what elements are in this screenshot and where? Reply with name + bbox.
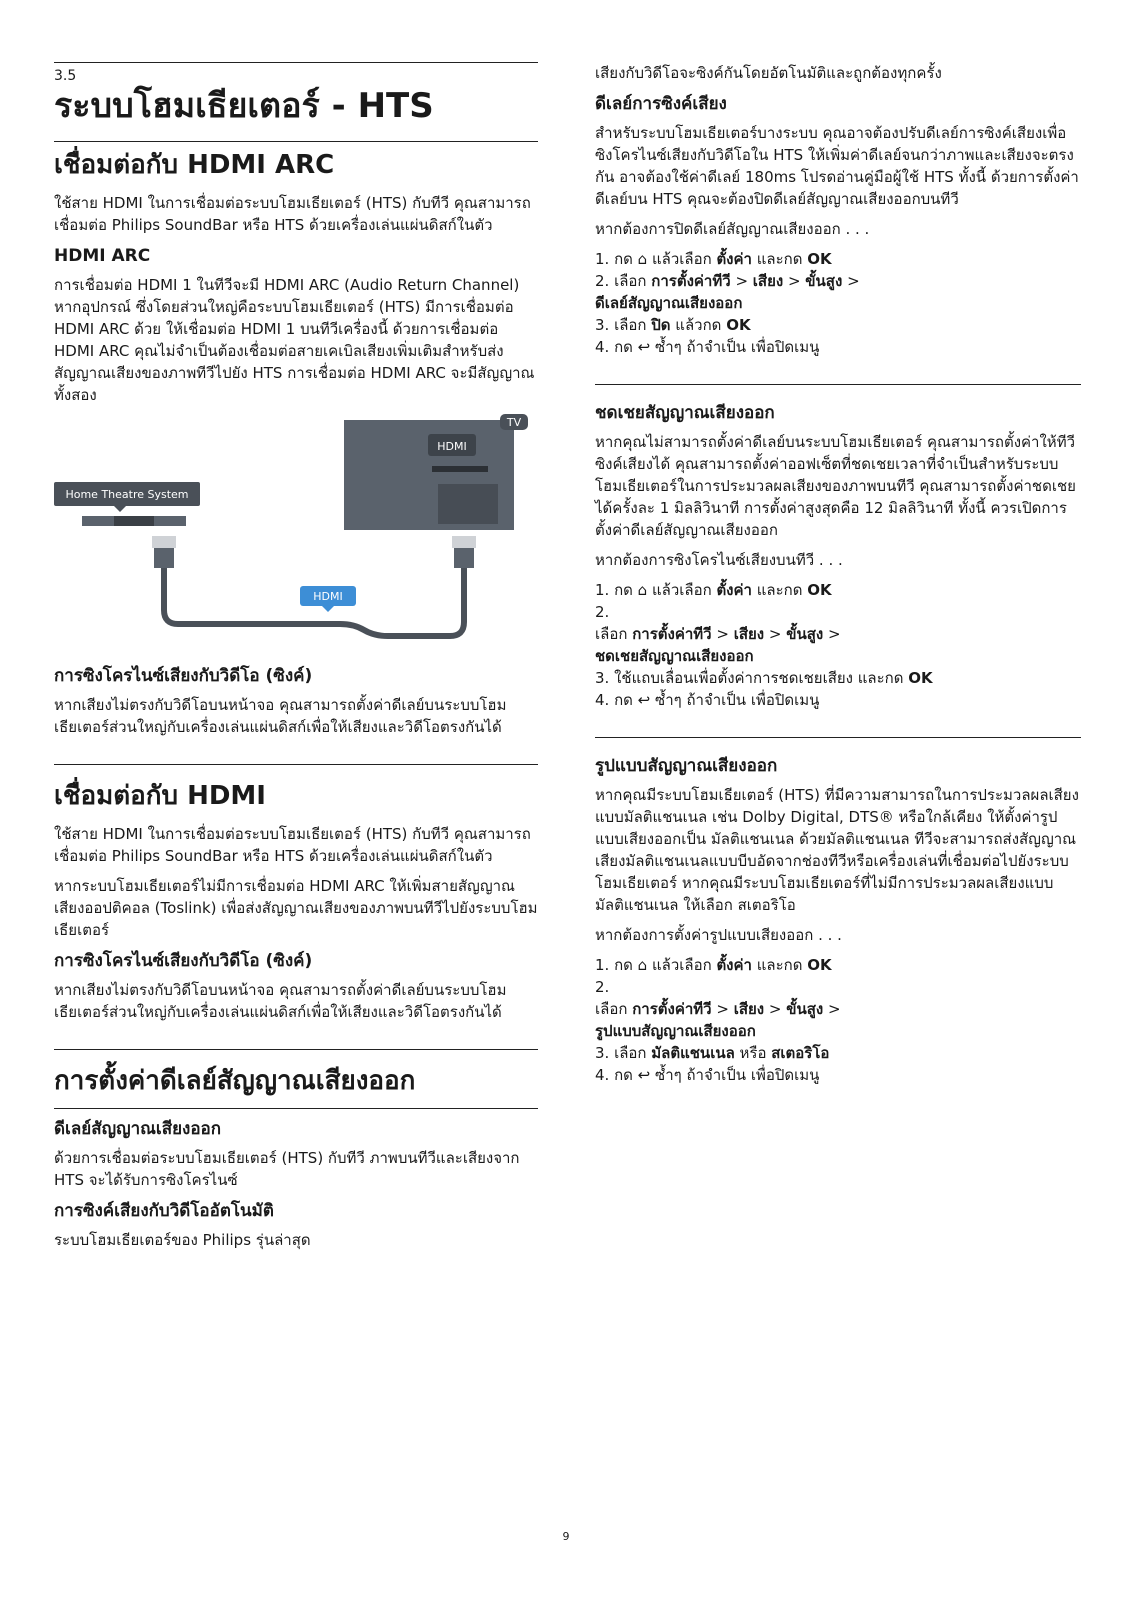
tv-badge: TV xyxy=(506,416,522,429)
subheading-audio-out-format: รูปแบบสัญญาณเสียงออก xyxy=(595,756,778,776)
paragraph: เสียงกับวิดีโอจะซิงค์กันโดยอัตโนมัติและถูกต้องทุกครั้ง xyxy=(595,64,942,82)
right-column xyxy=(595,62,1081,1086)
section-title-hdmi: เชื่อมต่อกับ HDMI xyxy=(54,781,266,811)
paragraph: หากระบบโฮมเธียเตอร์ไม่มีการเชื่อมต่อ HDMI ARC ให้เพิ่มสายสัญญาณเสียงออปติคอล (Toslink) เพื่อส่งสัญญาณเสียงของภาพบนทีวีไปยังระบบโฮมเธียเตอร์ xyxy=(54,877,538,939)
paragraph: สำหรับระบบโฮมเธียเตอร์บางระบบ คุณอาจต้องปรับดีเลย์การซิงค์เสียงเพื่อซิงโครไนซ์เสียงกับวิดีโอใน HTS ให้เพิ่มค่าดีเลย์จนกว่าภาพและเสียงจะตรงกัน อาจต้องใช้ค่าดีเลย์ 180ms โปรดอ่านคู่มือผู้ใช้ HTS ทั้งนี้ ด้วยการตั้งค่าดีเลย์บน HTS คุณจะต้องปิดดีเลย์สัญญาณเสียงออกบนทีวี xyxy=(595,124,1079,208)
subheading-sync: การซิงโครไนซ์เสียงกับวิดีโอ (ซิงค์) xyxy=(54,951,313,971)
step-1: 1. กด ⌂ แล้วเลือก ตั้งค่า และกด OK xyxy=(595,250,832,268)
paragraph: หากคุณมีระบบโฮมเธียเตอร์ (HTS) ที่มีความสามารถในการประมวลผลเสียงแบบมัลติแชนเนล เช่น Dolby Digital, DTS® หรือใกล้เคียง ให้ตั้งค่ารูปแบบเสียงออกเป็น มัลติแชนเนล ด้วยมัลติแชนเนล ทีวีจะสามารถส่งสัญญาณเสียงมัลติแชนเนลแบบบีบอัดจากช่องทีวีหรือเครื่องเล่นที่เชื่อมต่อไปยังระบบโฮมเธียเตอร์ หากคุณมีระบบโฮมเธียเตอร์ที่ไม่มีการประมวลผลเสียงแบบมัลติแชนเนล ให้เลือก สเตอริโอ xyxy=(595,786,1079,914)
paragraph: ด้วยการเชื่อมต่อระบบโฮมเธียเตอร์ (HTS) กับทีวี ภาพบนทีวีและเสียงจาก HTS จะได้รับการซิงโครไนซ์ xyxy=(54,1149,520,1189)
back-icon: ↩ xyxy=(637,338,651,356)
home-icon: ⌂ xyxy=(637,250,648,268)
step-4: 4. กด ↩ ซ้ำๆ ถ้าจำเป็น เพื่อปิดเมนู xyxy=(595,691,820,709)
subsection-rule xyxy=(595,737,1081,746)
paragraph: การเชื่อมต่อ HDMI 1 ในทีวีจะมี HDMI ARC (Audio Return Channel) หากอุปกรณ์ ซึ่งโดยส่วนใหญ่คือระบบโฮมเธียเตอร์ (HTS) มีการเชื่อมต่อ HDMI ARC ด้วย ให้เชื่อมต่อ HDMI 1 บนทีวีเครื่องนี้ ด้วยการเชื่อมต่อ HDMI ARC คุณไม่จำเป็นต้องเชื่อมต่อสายเคเบิลเสียงเพิ่มเติมสำหรับส่งสัญญาณเสียงของภาพทีวีไปยัง HTS การเชื่อมต่อ HDMI ARC จะมีสัญญาณทั้งสอง xyxy=(54,276,535,404)
paragraph: ใช้สาย HDMI ในการเชื่อมต่อระบบโฮมเธียเตอร์ (HTS) กับทีวี คุณสามารถเชื่อมต่อ Philips SoundBar หรือ HTS ด้วยเครื่องเล่นแผ่นดิสก์ในตัว xyxy=(54,825,531,865)
chapter-number: 3.5 xyxy=(54,68,77,84)
subheading-auto-sync: การซิงค์เสียงกับวิดีโออัตโนมัติ xyxy=(54,1201,274,1221)
subheading-audio-out-delay: ดีเลย์สัญญาณเสียงออก xyxy=(54,1119,222,1139)
step-3: 3. ใช้แถบเลื่อนเพื่อตั้งค่าการชดเชยเสียง และกด OK xyxy=(595,669,933,687)
paragraph: ใช้สาย HDMI ในการเชื่อมต่อระบบโฮมเธียเตอร์ (HTS) กับทีวี คุณสามารถเชื่อมต่อ Philips SoundBar หรือ HTS ด้วยเครื่องเล่นแผ่นดิสก์ในตัว xyxy=(54,194,531,234)
diagram-svg xyxy=(54,414,538,654)
cable-hdmi-label: HDMI xyxy=(313,590,343,603)
section-rule xyxy=(54,141,538,142)
paragraph: หากต้องการตั้งค่ารูปแบบเสียงออก . . . xyxy=(595,926,842,944)
paragraph: หากเสียงไม่ตรงกับวิดีโอบนหน้าจอ คุณสามารถตั้งค่าดีเลย์บนระบบโฮมเธียเตอร์ส่วนใหญ่กับเครื่องเล่นแผ่นดิสก์เพื่อให้เสียงและวิดีโอตรงกันได้ xyxy=(54,981,507,1021)
paragraph: หากต้องการปิดดีเลย์สัญญาณเสียงออก . . . xyxy=(595,220,870,238)
back-icon: ↩ xyxy=(637,1066,651,1084)
section-title-hdmi-arc: เชื่อมต่อกับ HDMI ARC xyxy=(54,150,335,180)
back-icon: ↩ xyxy=(637,691,651,709)
home-icon: ⌂ xyxy=(637,581,648,599)
chapter-title: ระบบโฮมเธียเตอร์ - HTS xyxy=(54,86,434,126)
step-3: 3. เลือก มัลติแชนเนล หรือ สเตอริโอ xyxy=(595,1044,830,1062)
step-4: 4. กด ↩ ซ้ำๆ ถ้าจำเป็น เพื่อปิดเมนู xyxy=(595,1066,820,1084)
left-column xyxy=(54,62,538,1259)
step-4: 4. กด ↩ ซ้ำๆ ถ้าจำเป็น เพื่อปิดเมนู xyxy=(595,338,820,356)
subheading-sync-delay: ดีเลย์การซิงค์เสียง xyxy=(595,94,727,114)
subsection-rule xyxy=(595,384,1081,393)
tv-hdmi-port-label: HDMI xyxy=(437,440,467,453)
step-1: 1. กด ⌂ แล้วเลือก ตั้งค่า และกด OK xyxy=(595,581,832,599)
home-icon: ⌂ xyxy=(637,956,648,974)
step-2: 2. เลือก การตั้งค่าทีวี > เสียง > ขั้นสูง > รูปแบบสัญญาณเสียงออก xyxy=(595,978,841,1040)
paragraph: หากต้องการซิงโครไนซ์เสียงบนทีวี . . . xyxy=(595,551,843,569)
chapter-rule xyxy=(54,62,538,63)
hts-label: Home Theatre System xyxy=(65,488,189,501)
step-1: 1. กด ⌂ แล้วเลือก ตั้งค่า และกด OK xyxy=(595,956,832,974)
paragraph: หากคุณไม่สามารถตั้งค่าดีเลย์บนระบบโฮมเธียเตอร์ คุณสามารถตั้งค่าให้ทีวีซิงค์เสียงได้ คุณสามารถตั้งค่าออฟเซ็ตที่ชดเชยเวลาที่จำเป็นสำหรับระบบโฮมเธียเตอร์ในการประมวลผลเสียงของภาพบนทีวี คุณสามารถตั้งค่าชดเชยได้ครั้งละ 1 มิลลิวินาที การตั้งค่าสูงสุดคือ 12 มิลลิวินาที ทั้งนี้ ควรเปิดการตั้งค่าดีเลย์สัญญาณเสียงออก xyxy=(595,433,1076,539)
section-title-audio-delay: การตั้งค่าดีเลย์สัญญาณเสียงออก xyxy=(54,1066,416,1096)
step-2: 2. เลือก การตั้งค่าทีวี > เสียง > ขั้นสูง > ชดเชยสัญญาณเสียงออก xyxy=(595,603,841,665)
subsection-rule xyxy=(54,1108,538,1109)
section-rule xyxy=(54,764,538,773)
paragraph: หากเสียงไม่ตรงกับวิดีโอบนหน้าจอ คุณสามารถตั้งค่าดีเลย์บนระบบโฮมเธียเตอร์ส่วนใหญ่กับเครื่องเล่นแผ่นดิสก์เพื่อให้เสียงและวิดีโอตรงกันได้ xyxy=(54,696,507,736)
hts-connection-diagram xyxy=(54,414,538,654)
step-2: 2. เลือก การตั้งค่าทีวี > เสียง > ขั้นสูง > ดีเลย์สัญญาณเสียงออก xyxy=(595,272,860,312)
page-number: 9 xyxy=(562,1530,570,1543)
paragraph: ระบบโฮมเธียเตอร์ของ Philips รุ่นล่าสุด xyxy=(54,1231,311,1249)
subheading-hdmi-arc: HDMI ARC xyxy=(54,246,151,266)
subheading-audio-out-offset: ชดเชยสัญญาณเสียงออก xyxy=(595,403,775,423)
step-3: 3. เลือก ปิด แล้วกด OK xyxy=(595,316,751,334)
subheading-sync: การซิงโครไนซ์เสียงกับวิดีโอ (ซิงค์) xyxy=(54,666,313,686)
section-rule xyxy=(54,1049,538,1058)
